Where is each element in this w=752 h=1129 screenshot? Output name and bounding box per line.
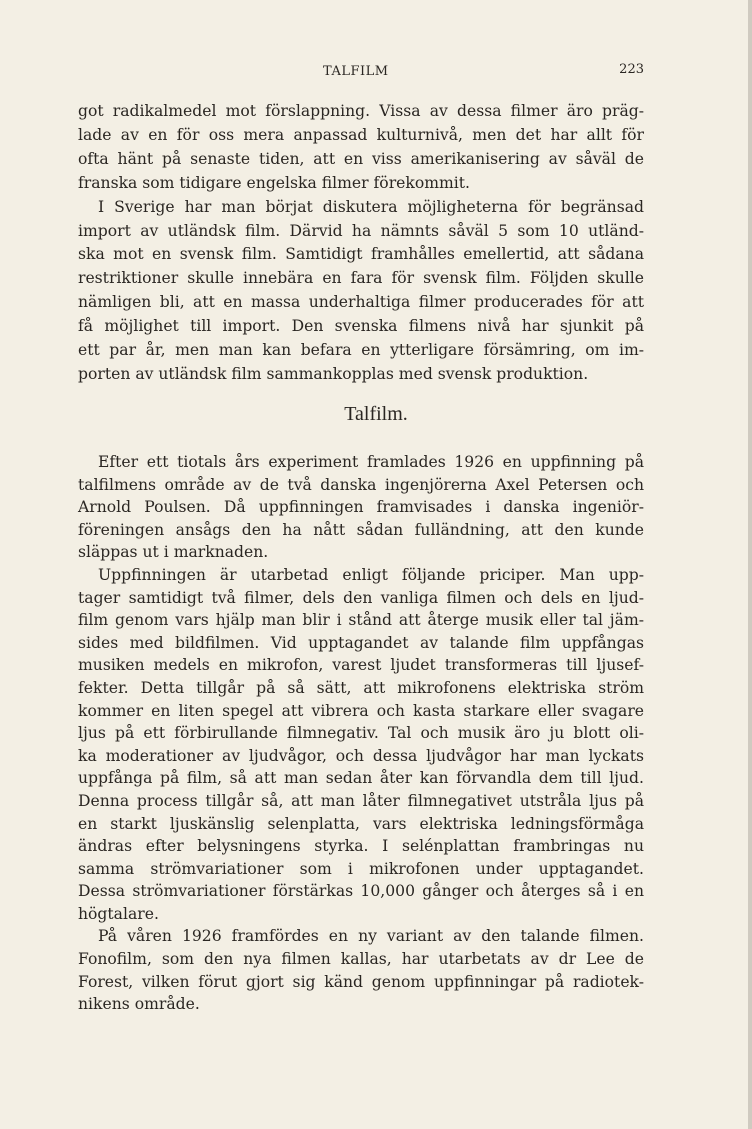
text-line: I Sverige har man börjat diskutera möjligheterna för begränsad: [98, 197, 644, 216]
paragraph: [78, 564, 644, 926]
text-line: ändras efter belysningens styrka. I selénplattan frambringas nu: [78, 837, 644, 856]
paragraph: [78, 925, 644, 1015]
text-line: ljus på ett förbirullande filmnegativ. Tal och musik äro ju blott oli-: [78, 724, 644, 743]
text-line: got radikalmedel mot förslappning. Vissa av dessa filmer äro präg-: [78, 102, 644, 120]
text-line: få möjlighet till import. Den svenska filmens nivå har sjunkit på: [78, 317, 644, 336]
text-line: kommer en liten spegel att vibrera och kasta starkare eller svagare: [78, 701, 644, 720]
text-line: ka moderationer av ljudvågor, och dessa ljudvågor har man lyckats: [78, 746, 644, 765]
paragraph: [78, 100, 644, 196]
text-line: Dessa strömvariationer förstärkas 10,000 gånger och återges så i en: [78, 882, 644, 901]
text-line: nikens område.: [78, 995, 200, 1014]
text-line: film genom vars hjälp man blir i stånd att återge musik eller tal jäm-: [78, 611, 644, 630]
text-line: ska mot en svensk film. Samtidigt framhålles emellertid, att sådana: [78, 245, 644, 264]
text-line: uppfånga på film, så att man sedan åter kan förvandla dem till ljud.: [78, 769, 644, 788]
text-line: Fonofilm, som den nya filmen kallas, har utarbetats av dr Lee de: [78, 950, 644, 969]
text-line: högtalare.: [78, 904, 159, 923]
text-line: föreningen ansågs den ha nått sådan fulländning, att den kunde: [78, 520, 644, 539]
body-text-bottom: [78, 451, 644, 1016]
text-line: nämligen bli, att en massa underhaltiga filmer producerades för att: [78, 293, 644, 312]
text-line: ett par år, men man kan befara en ytterligare försämring, om im-: [78, 341, 644, 360]
scan-edge: [748, 0, 752, 1129]
text-line: musiken medels en mikrofon, varest ljudet transformeras till ljusef-: [78, 656, 644, 675]
text-line: samma strömvariationer som i mikrofonen under upptagandet.: [78, 859, 644, 878]
text-line: Uppfinningen är utarbetad enligt följande priciper. Man upp-: [98, 565, 644, 584]
text-line: släppas ut i marknaden.: [78, 543, 269, 562]
text-line: porten av utländsk film sammankopplas med svensk produktion.: [78, 364, 589, 383]
text-line: franska som tidigare engelska filmer förekommit.: [78, 173, 470, 192]
text-line: Efter ett tiotals års experiment framlades 1926 en uppfinning på: [98, 453, 644, 471]
text-line: sides med bildfilmen. Vid upptagandet av talande film uppfångas: [78, 633, 644, 652]
text-line: talfilmens område av de två danska ingenjörerna Axel Petersen och: [78, 475, 644, 494]
text-line: fekter. Detta tillgår på så sätt, att mikrofonens elektriska ström: [78, 678, 644, 697]
section-heading: Talfilm.: [344, 403, 408, 425]
text-line: lade av en för oss mera anpassad kulturnivå, men det har allt för: [78, 125, 644, 144]
text-line: tager samtidigt två filmer, dels den vanliga filmen och dels en ljud-: [78, 588, 644, 607]
text-line: en starkt ljuskänslig selenplatta, vars elektriska ledningsförmåga: [78, 814, 644, 833]
page-header: [78, 62, 644, 82]
text-line: ofta hänt på senaste tiden, att en viss amerikanisering av såväl de: [78, 149, 644, 168]
text-line: På våren 1926 framfördes en ny variant av den talande filmen.: [98, 927, 644, 946]
text-line: Arnold Poulsen. Då uppfinningen framvisades i danska ingeniör-: [78, 498, 644, 517]
body-text-top: [78, 100, 644, 387]
text-line: Forest, vilken förut gjort sig känd genom uppfinningar på radiotek-: [78, 972, 644, 991]
paragraph: [78, 451, 644, 564]
text-line: restriktioner skulle innebära en fara för svensk film. Följden skulle: [78, 269, 644, 288]
text-line: Denna process tillgår så, att man låter filmnegativet utstråla ljus på: [78, 791, 644, 810]
page-number: 223: [619, 62, 644, 77]
text-line: import av utländsk film. Därvid ha nämnts såväl 5 som 10 utländ-: [78, 221, 644, 240]
running-title: TALFILM: [323, 64, 389, 79]
paragraph: [78, 196, 644, 387]
